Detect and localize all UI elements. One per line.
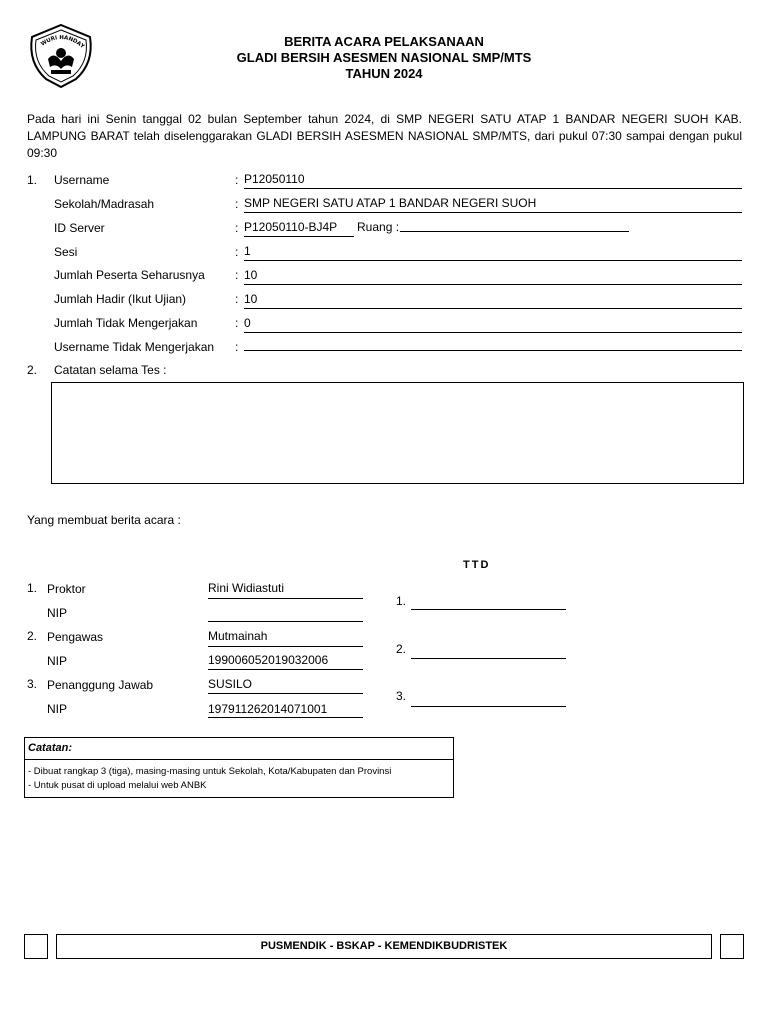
hadir-label: Jumlah Hadir (Ikut Ujian) — [54, 292, 187, 306]
title-line-2: GLADI BERSIH ASESMEN NASIONAL SMP/MTS — [236, 50, 532, 65]
signer-3-name: SUSILO — [208, 677, 253, 691]
underline — [244, 350, 742, 351]
signer-2-nip-label: NIP — [47, 654, 68, 668]
sekolah-label: Sekolah/Madrasah — [54, 197, 155, 211]
hadir-value: 10 — [244, 292, 258, 306]
underline — [244, 188, 742, 189]
sign-2-number: 2. — [396, 642, 407, 656]
footer-text: PUSMENDIK - BSKAP - KEMENDIKBUDRISTEK — [260, 940, 508, 952]
signature-line-3 — [411, 706, 566, 707]
ttd-label: TTD — [463, 559, 491, 571]
signer-2-name: Mutmainah — [208, 629, 268, 643]
underline — [244, 212, 742, 213]
signer-3-role: Penanggung Jawab — [47, 678, 154, 692]
signer-3-nip-label: NIP — [47, 702, 68, 716]
server-label: ID Server — [54, 221, 105, 235]
svg-text:TUT WURI HANDAYANI: WURI HANDAY — [40, 34, 85, 50]
catatan-tes-box[interactable] — [51, 382, 744, 484]
sign-1-number: 1. — [396, 594, 407, 608]
signers-intro: Yang membuat berita acara : — [27, 513, 181, 527]
underline — [208, 669, 363, 670]
section-2-number: 2. — [27, 363, 38, 377]
footer-right-box — [720, 934, 744, 959]
signer-3-number: 3. — [27, 677, 38, 691]
catatan-tes-label: Catatan selama Tes : — [54, 363, 167, 377]
sekolah-value: SMP NEGERI SATU ATAP 1 BANDAR NEGERI SUOH — [244, 196, 537, 210]
signer-1-nip-label: NIP — [47, 606, 68, 620]
underline — [208, 598, 363, 599]
colon: : — [235, 245, 239, 259]
section-1-number: 1. — [27, 173, 38, 187]
catatan-item: - Untuk pusat di upload melalui web ANBK — [28, 780, 207, 791]
username-value: P12050110 — [244, 172, 305, 186]
colon: : — [235, 340, 239, 354]
signature-line-2 — [411, 658, 566, 659]
signer-2-role: Pengawas — [47, 630, 104, 644]
tidak-value: 0 — [244, 316, 251, 330]
catatan-box — [24, 737, 454, 798]
seharusnya-value: 10 — [244, 268, 258, 282]
username-label: Username — [54, 173, 110, 187]
sesi-value: 1 — [244, 244, 251, 258]
catatan-title: Catatan: — [25, 738, 453, 760]
sesi-label: Sesi — [54, 245, 78, 259]
colon: : — [235, 221, 239, 235]
underline — [244, 236, 354, 237]
signer-1-role: Proktor — [47, 582, 86, 596]
colon: : — [235, 173, 239, 187]
sign-3-number: 3. — [396, 689, 407, 703]
signer-2-nip: 199006052019032006 — [208, 653, 329, 667]
underline — [208, 646, 363, 647]
username-tidak-label: Username Tidak Mengerjakan — [54, 340, 215, 354]
ruang-underline — [400, 231, 629, 232]
underline — [208, 717, 363, 718]
underline — [208, 621, 363, 622]
server-value: P12050110-BJ4P — [244, 220, 338, 234]
underline — [244, 284, 742, 285]
title-line-1: BERITA ACARA PELAKSANAAN — [284, 34, 484, 49]
underline — [244, 332, 742, 333]
colon: : — [235, 268, 239, 282]
seharusnya-label: Jumlah Peserta Seharusnya — [54, 268, 205, 282]
signer-1-number: 1. — [27, 581, 38, 595]
signature-line-1 — [411, 609, 566, 610]
signer-2-number: 2. — [27, 629, 38, 643]
colon: : — [235, 292, 239, 306]
tidak-label: Jumlah Tidak Mengerjakan — [54, 316, 198, 330]
underline — [244, 260, 742, 261]
catatan-item: - Dibuat rangkap 3 (tiga), masing-masing untuk Sekolah, Kota/Kabupaten dan Provinsi — [28, 766, 392, 777]
ruang-label: Ruang : — [357, 220, 400, 234]
title-line-3: TAHUN 2024 — [345, 66, 423, 81]
colon: : — [235, 316, 239, 330]
footer-left-box — [24, 934, 48, 959]
signer-3-nip: 197911262014071001 — [208, 702, 328, 716]
underline — [244, 308, 742, 309]
intro-paragraph: Pada hari ini Senin tanggal 02 bulan September tahun 2024, di SMP NEGERI SATU ATAP 1 BANDAR NEGERI SUOH KAB. LAMPUNG BARAT telah diselenggarakan GLADI BERSIH ASESMEN NASIONAL SMP/MTS, dari pukul 07:30 sampai dengan pukul 09:30 — [27, 112, 742, 160]
underline — [208, 693, 363, 694]
signer-1-name: Rini Widiastuti — [208, 581, 285, 595]
colon: : — [235, 197, 239, 211]
